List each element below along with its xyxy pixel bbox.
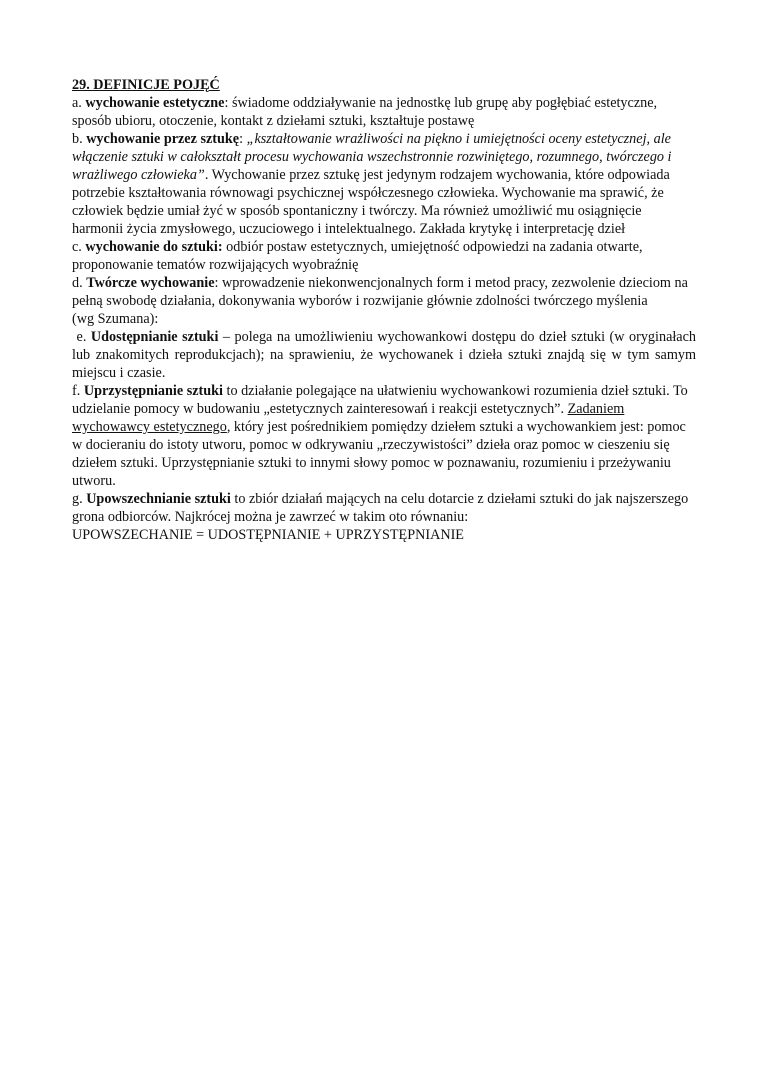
definition-c [72,238,696,274]
term-e: Udostępnianie sztuki [90,329,219,345]
term-d: Twórcze wychowanie [86,275,215,291]
definition-d-text: : wprowadzenie niekonwencjonalnych form i metod pracy, zezwolenie dzieciom na pełną swobodę działania, dokonywania wyborów i rozwijanie głównie zdolności twórczego myślenia [72,275,688,309]
document-page [72,76,696,544]
definition-b [72,130,696,238]
term-c: wychowanie do sztuki: [85,239,223,255]
definition-f-text-1: to działanie polegające na ułatwieniu wychowankowi rozumienia dzieł sztuki. To udzielanie pomocy w budowaniu „estetycznych zainteresowań i reakcji estetycznych”. [72,383,688,417]
definition-g [72,490,696,526]
item-prefix: e. [72,329,91,345]
item-prefix: f. [72,383,84,399]
item-prefix: b. [72,131,87,147]
item-prefix: d. [72,275,87,291]
term-a: wychowanie estetyczne [85,95,225,111]
definition-f-text-2: , który jest pośrednikiem pomiędzy dziełem sztuki a wychowankiem jest: pomoc w docieraniu do istoty utworu, pomoc w odkrywaniu „rzeczywistości” dzieła oraz pomoc w cieszeniu się dziełem sztuki. Uprzystępnianie sztuki to innymi słowy pomoc w poznawaniu, rozumieniu i przeżywaniu utworu. [72,419,686,489]
source-note: (wg Szumana): [72,311,159,327]
definition-d [72,274,696,310]
definition-f-underlined: Zadaniem wychowawcy estetycznego [72,401,625,435]
item-prefix: g. [72,491,87,507]
equation: UPOWSZECHANIE = UDOSTĘPNIANIE + UPRZYSTĘPNIANIE [72,527,464,543]
definition-b-text: . Wychowanie przez sztukę jest jedynym rodzajem wychowania, które odpowiada potrzebie kształtowania równowagi psychicznej współczesnego człowieka. Wychowanie ma sprawić, że człowiek będzie umiał żyć w sposób spontaniczny i twórczy. Ma również umożliwić mu osiągnięcie harmonii życia zmysłowego, uczuciowego i intelektualnego. Zakłada krytykę i interpretację dzieł [72,167,670,237]
definition-e-text: – polega na umożliwieniu wychowankowi dostępu do dzieł sztuki (w oryginałach lub znakomitych reprodukcjach); na sprawieniu, że wychowanek i dzieła sztuki znajdą się w tym samym miejscu i czasie. [72,329,696,381]
term-b-colon: : [239,131,247,147]
definition-c-text: odbiór postaw estetycznych, umiejętność odpowiedzi na zadania otwarte, proponowanie tematów rozwijających wyobraźnię [72,239,643,273]
definition-a [72,94,696,130]
definition-a-text: : świadome oddziaływanie na jednostkę lub grupę aby pogłębiać estetyczne, sposób ubioru, otoczenie, kontakt z dziełami sztuki, kształtuje postawę [72,95,658,129]
definition-g-text: to zbiór działań mających na celu dotarcie z dziełami sztuki do jak najszerszego grona odbiorców. Najkrócej można je zawrzeć w takim oto równaniu: [72,491,689,525]
term-b: wychowanie przez sztukę [86,131,240,147]
definition-b-quote: „kształtowanie wrażliwości na piękno i umiejętności oceny estetycznej, ale włączenie sztuki w całokształt procesu wychowania wszechstronnie rozwiniętego, rozumnego, twórczego i wrażliwego człowieka” [72,131,672,183]
definition-e [72,328,696,382]
term-g: Upowszechnianie sztuki [86,491,231,507]
term-f: Uprzystępnianie sztuki [83,383,223,399]
section-title: 29. DEFINICJE POJĘĆ [72,77,220,93]
definition-f [72,382,696,490]
item-prefix: a. [72,95,86,111]
item-prefix: c. [72,239,86,255]
